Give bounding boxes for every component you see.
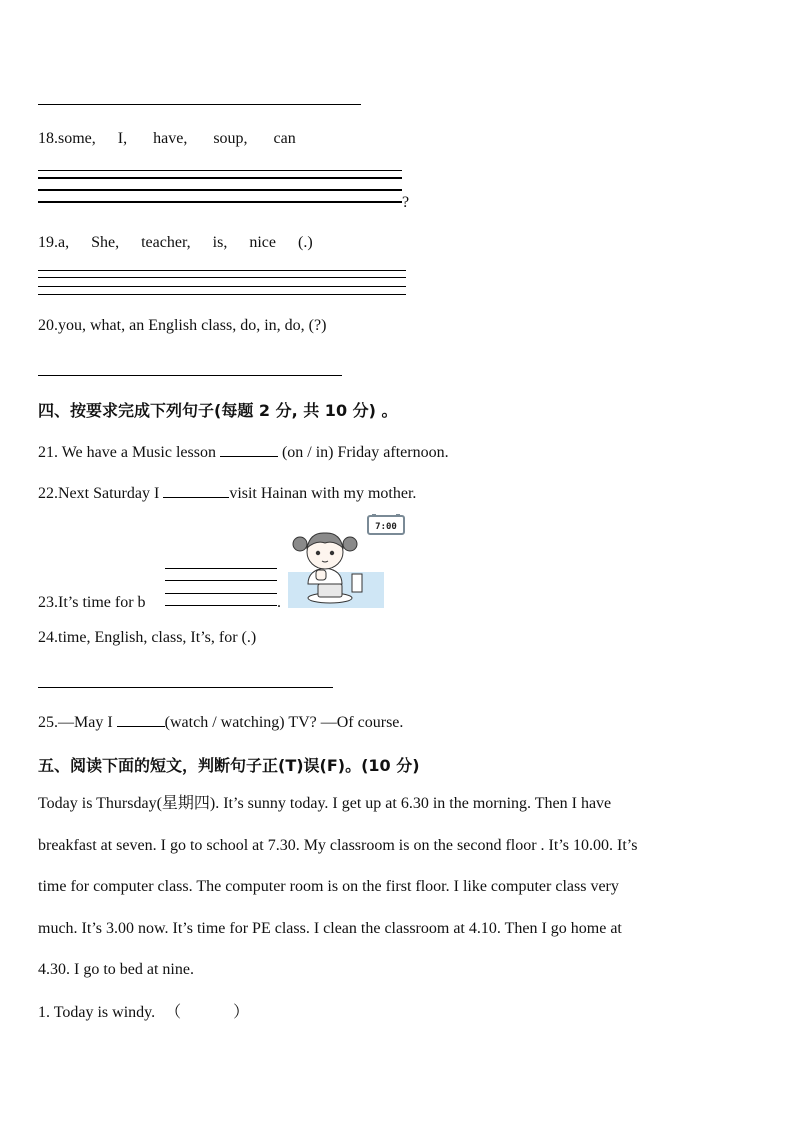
question-20 (38, 316, 326, 336)
question-text: Next Saturday I (58, 485, 160, 502)
question-text: you, what, an English class, do, in, do, (?) (58, 317, 327, 334)
word-chip: (.) (297, 234, 313, 251)
question-text: (watch / watching) TV? —Of course. (164, 714, 404, 731)
question-text: . We have a Music lesson (54, 444, 216, 461)
passage-line: breakfast at seven. I go to school at 7.30. My classroom is on the second floor . It’s 10.00. It’s (38, 836, 638, 854)
answer-paren-close[interactable]: ） (233, 1002, 250, 1021)
answer-line-24[interactable] (38, 687, 333, 688)
question-number: 21 (38, 444, 54, 461)
question-23 (38, 593, 146, 613)
reading-passage (38, 794, 758, 1002)
passage-line: much. It’s 3.00 now. It’s time for PE class. I clean the classroom at 4.10. Then I go home at (38, 919, 622, 937)
question-number: 20. (38, 317, 58, 334)
answer-line-23[interactable] (165, 580, 277, 581)
section-5-heading: 五、阅读下面的短文，判断句子正(T)误(F)。(10 分) (38, 756, 420, 775)
answer-line-20[interactable] (38, 375, 342, 376)
word-chip: is, (212, 234, 228, 251)
answer-line-17[interactable] (38, 104, 361, 105)
answer-line-19[interactable] (38, 286, 406, 287)
answer-line-23[interactable] (165, 593, 277, 594)
answer-line-18[interactable] (38, 177, 402, 179)
clock-icon (368, 514, 404, 534)
word-chip: have, (153, 130, 188, 147)
word-chip: I, (117, 130, 128, 147)
word-chip: a, (58, 234, 70, 251)
word-chip: soup, (213, 130, 248, 147)
question-number: 24. (38, 629, 58, 646)
question-number: 23. (38, 594, 58, 611)
word-chip: teacher, (141, 234, 191, 251)
question-24 (38, 628, 256, 648)
word-chip: nice (249, 234, 276, 251)
question-18 (38, 129, 296, 149)
word-chip: some, (58, 130, 96, 147)
answer-line-19[interactable] (38, 277, 406, 278)
answer-blank[interactable] (220, 441, 278, 457)
question-25 (38, 711, 403, 733)
answer-line-23[interactable] (165, 568, 277, 569)
question-text: time, English, class, It’s, for (.) (58, 629, 257, 646)
svg-text:7:00: 7:00 (375, 522, 397, 532)
answer-blank[interactable] (117, 711, 165, 727)
answer-blank[interactable] (163, 482, 229, 498)
question-number: 25. (38, 714, 58, 731)
question-21 (38, 441, 449, 463)
answer-line-23[interactable] (165, 605, 277, 606)
passage-line: 4.30. I go to bed at nine. (38, 961, 194, 978)
question-22 (38, 482, 416, 504)
answer-line-18[interactable] (38, 170, 402, 171)
word-chip: can (273, 130, 296, 147)
answer-line-18[interactable] (38, 189, 402, 191)
question-19 (38, 233, 313, 253)
answer-paren-open[interactable]: （ (165, 1002, 182, 1021)
passage-line: Today is Thursday(星期四). It’s sunny today. I get up at 6.30 in the morning. Then I have (38, 795, 612, 812)
question-text: (on / in) Friday afternoon. (281, 444, 449, 461)
passage-line: time for computer class. The computer room is on the first floor. I like computer class very (38, 878, 619, 895)
answer-line-18[interactable] (38, 201, 402, 203)
statement-text: 1. Today is windy. (38, 1004, 156, 1021)
question-text: —May I (58, 714, 113, 731)
answer-line-19[interactable] (38, 270, 406, 271)
sentence-end: . (277, 594, 281, 611)
section-4-heading: 四、按要求完成下列句子(每题 2 分, 共 10 分) 。 (38, 401, 398, 420)
answer-line-19[interactable] (38, 294, 406, 295)
breakfast-girl-illustration (286, 514, 408, 608)
word-chip: She, (91, 234, 120, 251)
question-text: It’s time for b (58, 594, 146, 611)
true-false-item-1 (38, 1002, 249, 1023)
question-number: 22. (38, 485, 58, 502)
question-number: 19. (38, 234, 58, 251)
question-number: 18. (38, 130, 58, 147)
question-mark: ? (402, 194, 410, 211)
question-text: visit Hainan with my mother. (229, 485, 417, 502)
